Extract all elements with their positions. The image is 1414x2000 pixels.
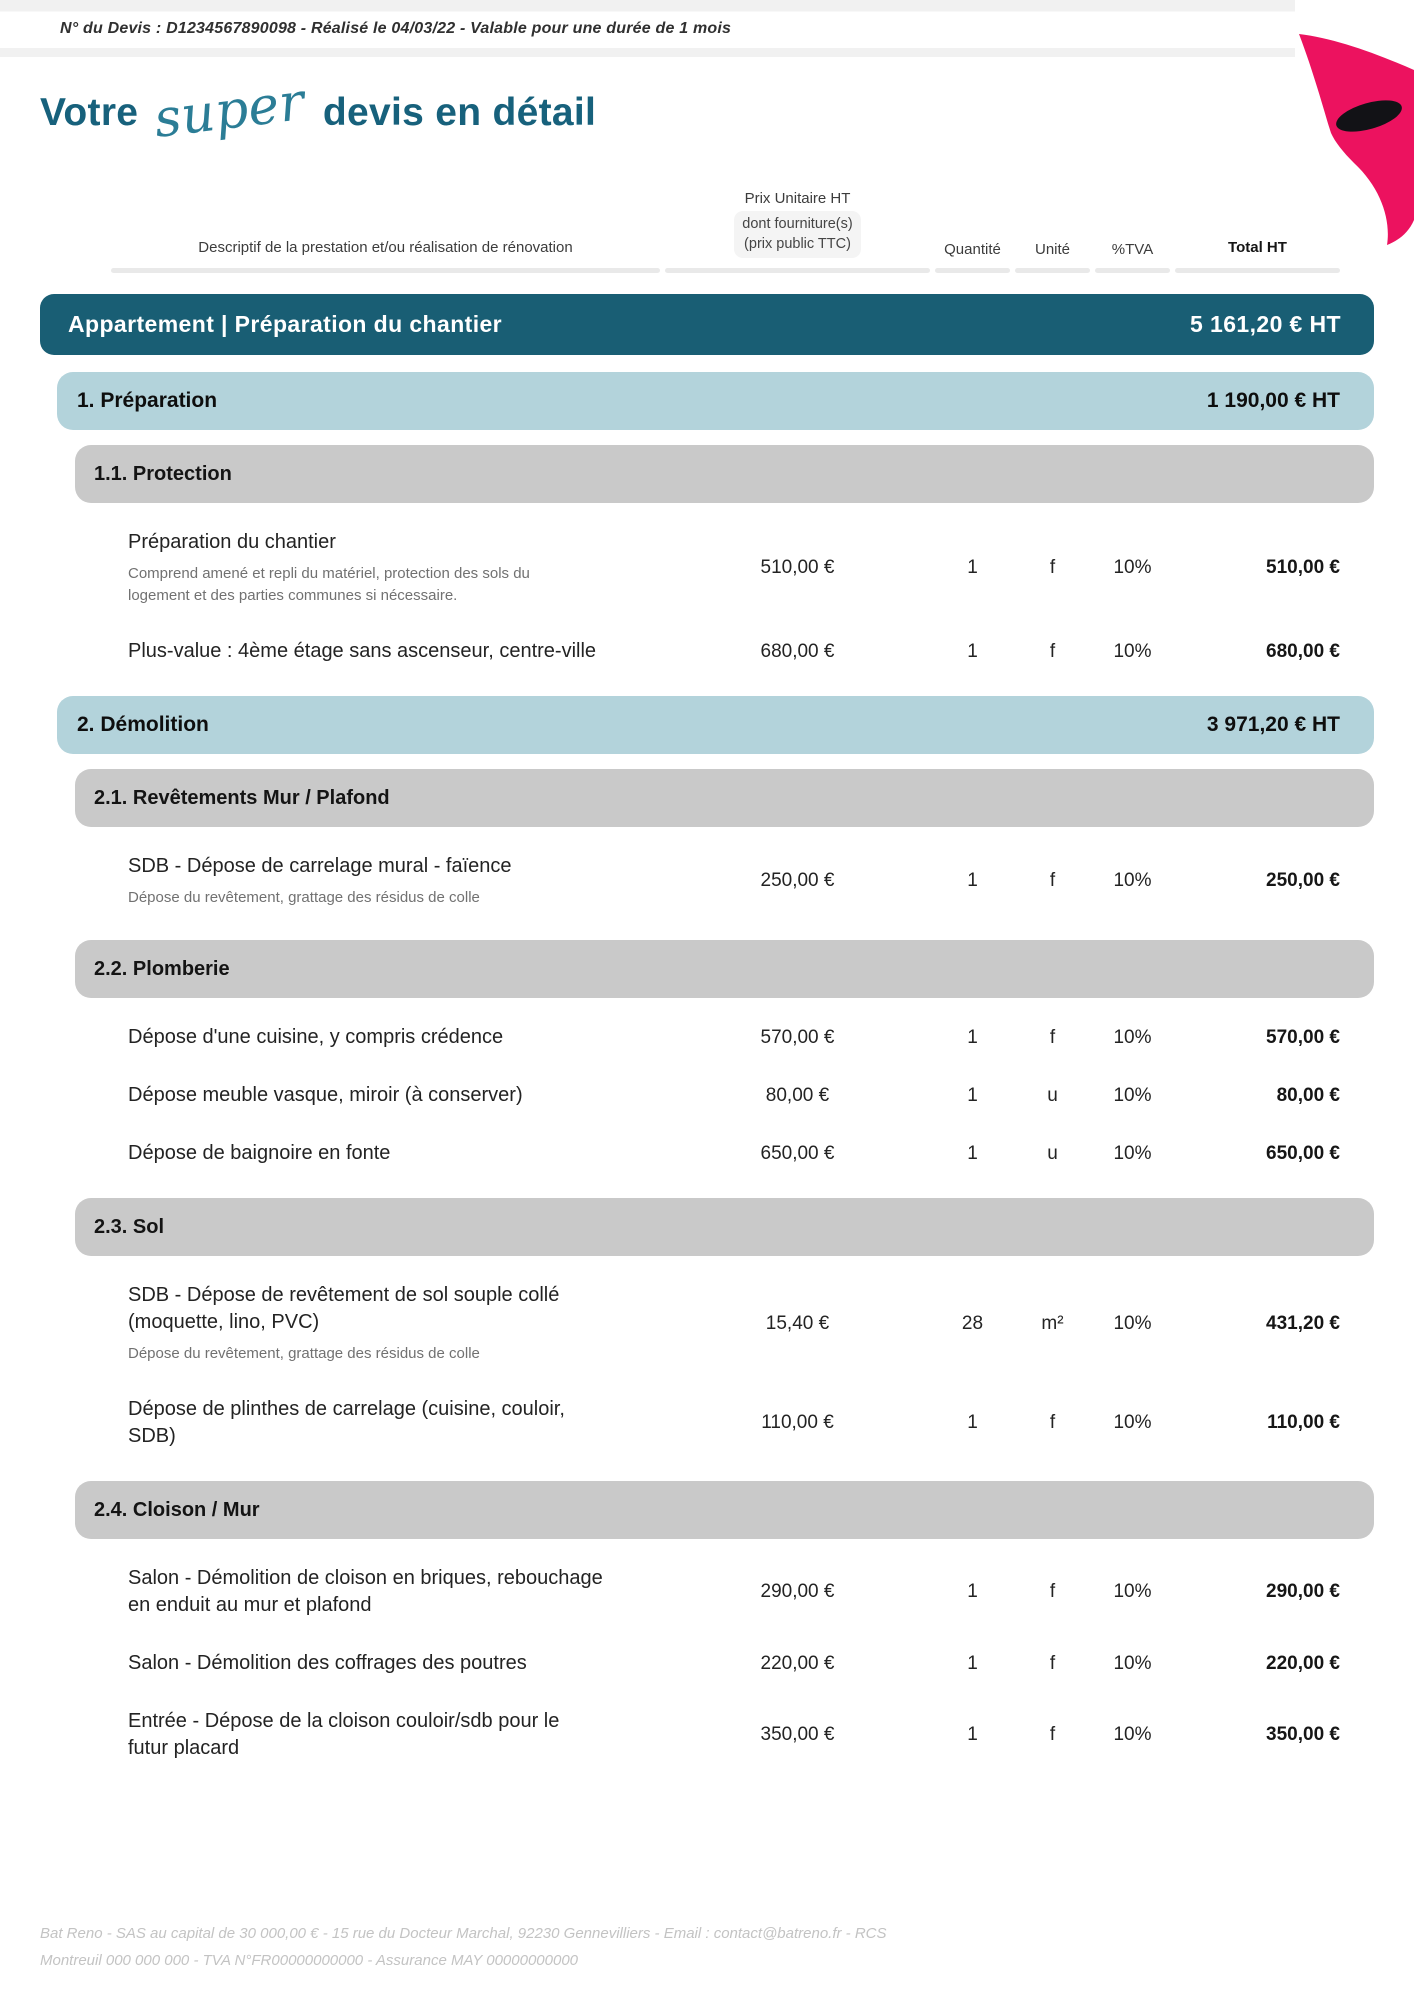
section-title: Appartement | Préparation du chantier [68, 311, 503, 337]
item-total: 570,00 € [1266, 1026, 1340, 1048]
group-title: 2.3. Sol [94, 1215, 165, 1238]
item-total: 680,00 € [1266, 640, 1340, 662]
item-description-cell [111, 1282, 660, 1365]
item-description-cell [111, 1082, 660, 1109]
item-vat: 10% [1113, 557, 1152, 578]
item-details: Dépose du revêtement, grattage des résidus de colle [128, 1345, 480, 1362]
group-block [40, 1481, 1374, 1762]
item-vat: 10% [1113, 1026, 1152, 1048]
item-description-cell [111, 853, 660, 909]
sections-container [40, 294, 1374, 1793]
item-vat: 10% [1113, 1142, 1152, 1164]
line-item [111, 1140, 1340, 1167]
separator [1175, 268, 1340, 273]
item-name: Plus-value : 4ème étage sans ascenseur, centre-ville [128, 640, 597, 662]
column-header-unit: Unité [1034, 241, 1071, 258]
unit-price-label: Prix Unitaire HT [744, 190, 851, 207]
item-unit: u [1047, 1084, 1058, 1106]
item-name: SDB - Dépose de revêtement de sol souple collé (moquette, lino, PVC) [128, 1284, 560, 1333]
group-title: 2.4. Cloison / Mur [94, 1498, 260, 1521]
line-item [111, 853, 1340, 909]
item-vat: 10% [1113, 1581, 1152, 1602]
item-unit-price: 15,40 € [765, 1312, 830, 1334]
legal-footer-line2: Montreuil 000 000 000 - TVA N°FR00000000000 - Assurance MAY 00000000000 [40, 1952, 579, 1969]
section-band [40, 294, 1374, 355]
item-name: Dépose d'une cuisine, y compris crédence [128, 1026, 504, 1048]
item-total: 290,00 € [1266, 1581, 1340, 1602]
item-description-cell [111, 1565, 660, 1619]
line-item [111, 1082, 1340, 1109]
line-item [111, 1396, 1340, 1450]
legal-footer-line1: Bat Reno - SAS au capital de 30 000,00 € - 15 rue du Docteur Marchal, 92230 Gennevilliers - Email : contact@batreno.fr - RCS [40, 1925, 887, 1942]
item-details: Dépose du revêtement, grattage des résidus de colle [128, 889, 480, 906]
item-total: 110,00 € [1267, 1412, 1340, 1433]
item-total: 250,00 € [1266, 870, 1340, 891]
line-item [111, 1650, 1340, 1677]
item-quantity: 1 [967, 1412, 978, 1433]
item-total: 220,00 € [1266, 1652, 1340, 1674]
item-description-cell [111, 1650, 660, 1677]
separator [935, 268, 1010, 273]
item-quantity: 1 [967, 1581, 978, 1602]
item-unit-price: 290,00 € [760, 1581, 835, 1602]
item-unit-price: 80,00 € [765, 1084, 830, 1106]
item-unit: f [1049, 640, 1056, 662]
line-item [111, 1708, 1340, 1762]
item-quantity: 1 [967, 1026, 978, 1048]
line-item [111, 1565, 1340, 1619]
subsection-total: 3 971,20 € HT [1206, 713, 1340, 736]
group-band [75, 1481, 1374, 1539]
separator [111, 268, 660, 273]
group-band [75, 769, 1374, 827]
subsection-title: 1. Préparation [77, 389, 218, 412]
item-vat: 10% [1113, 640, 1152, 662]
item-description-cell [111, 1024, 660, 1051]
item-name: Entrée - Dépose de la cloison couloir/sdb pour le futur placard [128, 1710, 560, 1759]
column-header-description: Descriptif de la prestation et/ou réalisation de rénovation [198, 239, 573, 256]
item-unit: m² [1041, 1312, 1064, 1334]
item-quantity: 1 [967, 640, 978, 662]
group-band [75, 445, 1374, 503]
legal-footer [40, 1920, 960, 1974]
group-items [40, 1282, 1374, 1450]
group-block [40, 1198, 1374, 1450]
item-quantity: 1 [967, 1652, 978, 1674]
item-total: 510,00 € [1266, 557, 1340, 578]
item-name: Salon - Démolition de cloison en briques, rebouchage en enduit au mur et plafond [128, 1567, 603, 1616]
item-name: Préparation du chantier [128, 531, 336, 553]
item-quantity: 1 [967, 1724, 978, 1745]
item-unit-price: 110,00 € [761, 1412, 834, 1433]
item-quantity: 28 [961, 1312, 984, 1334]
section-total: 5 161,20 € HT [1190, 311, 1341, 337]
item-quantity: 1 [967, 557, 978, 578]
column-header-vat: %TVA [1111, 241, 1154, 258]
item-vat: 10% [1113, 870, 1152, 891]
separator [665, 268, 930, 273]
item-quantity: 1 [967, 1142, 978, 1164]
item-total: 431,20 € [1266, 1312, 1340, 1334]
item-unit: f [1049, 1026, 1056, 1048]
subsection-band [57, 372, 1374, 430]
item-unit-price: 570,00 € [760, 1026, 835, 1048]
group-block [40, 940, 1374, 1167]
item-unit: f [1049, 1652, 1056, 1674]
item-unit-price: 250,00 € [760, 870, 835, 891]
item-total: 650,00 € [1266, 1142, 1340, 1164]
line-item [111, 1024, 1340, 1051]
group-items [40, 1024, 1374, 1167]
item-unit: u [1047, 1142, 1058, 1164]
item-unit-price: 650,00 € [760, 1142, 835, 1164]
group-title: 2.2. Plomberie [94, 957, 230, 980]
table-header [111, 190, 1340, 258]
devis-reference: N° du Devis : D1234567890098 - Réalisé le 04/03/22 - Valable pour une durée de 1 mois [60, 19, 732, 37]
group-items [40, 1565, 1374, 1762]
line-item [111, 638, 1340, 665]
item-name: Dépose de baignoire en fonte [128, 1142, 391, 1164]
item-vat: 10% [1113, 1084, 1152, 1106]
separator [1015, 268, 1090, 273]
group-band [75, 940, 1374, 998]
item-description-cell [111, 529, 660, 607]
group-title: 2.1. Revêtements Mur / Plafond [94, 786, 390, 809]
item-unit-price: 350,00 € [760, 1724, 835, 1745]
subsection-total: 1 190,00 € HT [1206, 389, 1340, 412]
column-header-total: Total HT [1228, 239, 1287, 256]
table-header-separators [111, 268, 1340, 273]
item-name: Dépose meuble vasque, miroir (à conserver) [128, 1084, 523, 1106]
item-unit: f [1049, 557, 1056, 578]
unit-price-note: dont fourniture(s) (prix public TTC) [734, 211, 860, 258]
item-total: 80,00 € [1276, 1084, 1340, 1106]
group-band [75, 1198, 1374, 1256]
item-description-cell [111, 1708, 660, 1762]
item-unit-price: 220,00 € [760, 1652, 835, 1674]
item-unit: f [1049, 1724, 1056, 1745]
item-vat: 10% [1113, 1652, 1152, 1674]
group-block [40, 769, 1374, 909]
item-unit: f [1049, 1581, 1056, 1602]
item-name: Salon - Démolition des coffrages des poutres [128, 1652, 527, 1674]
subsection-band [57, 696, 1374, 754]
separator [1095, 268, 1170, 273]
subsection-title: 2. Démolition [77, 713, 209, 736]
column-header-unit-price [665, 190, 930, 258]
title-part1: Votre [40, 91, 139, 134]
item-total: 350,00 € [1266, 1724, 1340, 1745]
page-title [40, 72, 597, 150]
item-vat: 10% [1113, 1312, 1152, 1334]
column-header-quantity: Quantité [944, 241, 1001, 258]
item-quantity: 1 [967, 1084, 978, 1106]
title-script-word: super [151, 72, 308, 150]
item-unit-price: 680,00 € [760, 640, 835, 662]
item-unit: f [1049, 1412, 1056, 1433]
line-item [111, 1282, 1340, 1365]
item-vat: 10% [1113, 1724, 1152, 1745]
item-description-cell [111, 1140, 660, 1167]
item-unit: f [1049, 870, 1056, 891]
item-details: Comprend amené et repli du matériel, protection des sols du logement et des parties communes si nécessaire. [128, 565, 530, 604]
title-part2: devis en détail [322, 91, 597, 134]
group-title: 1.1. Protection [94, 462, 232, 485]
item-name: SDB - Dépose de carrelage mural - faïence [128, 855, 512, 877]
item-description-cell [111, 638, 660, 665]
group-items [40, 529, 1374, 665]
group-items [40, 853, 1374, 909]
item-description-cell [111, 1396, 660, 1450]
devis-reference-strip [0, 0, 1295, 57]
line-item [111, 529, 1340, 607]
item-unit-price: 510,00 € [760, 557, 835, 578]
item-name: Dépose de plinthes de carrelage (cuisine, couloir, SDB) [128, 1398, 565, 1447]
item-quantity: 1 [967, 870, 978, 891]
item-vat: 10% [1113, 1412, 1152, 1433]
group-block [40, 445, 1374, 665]
